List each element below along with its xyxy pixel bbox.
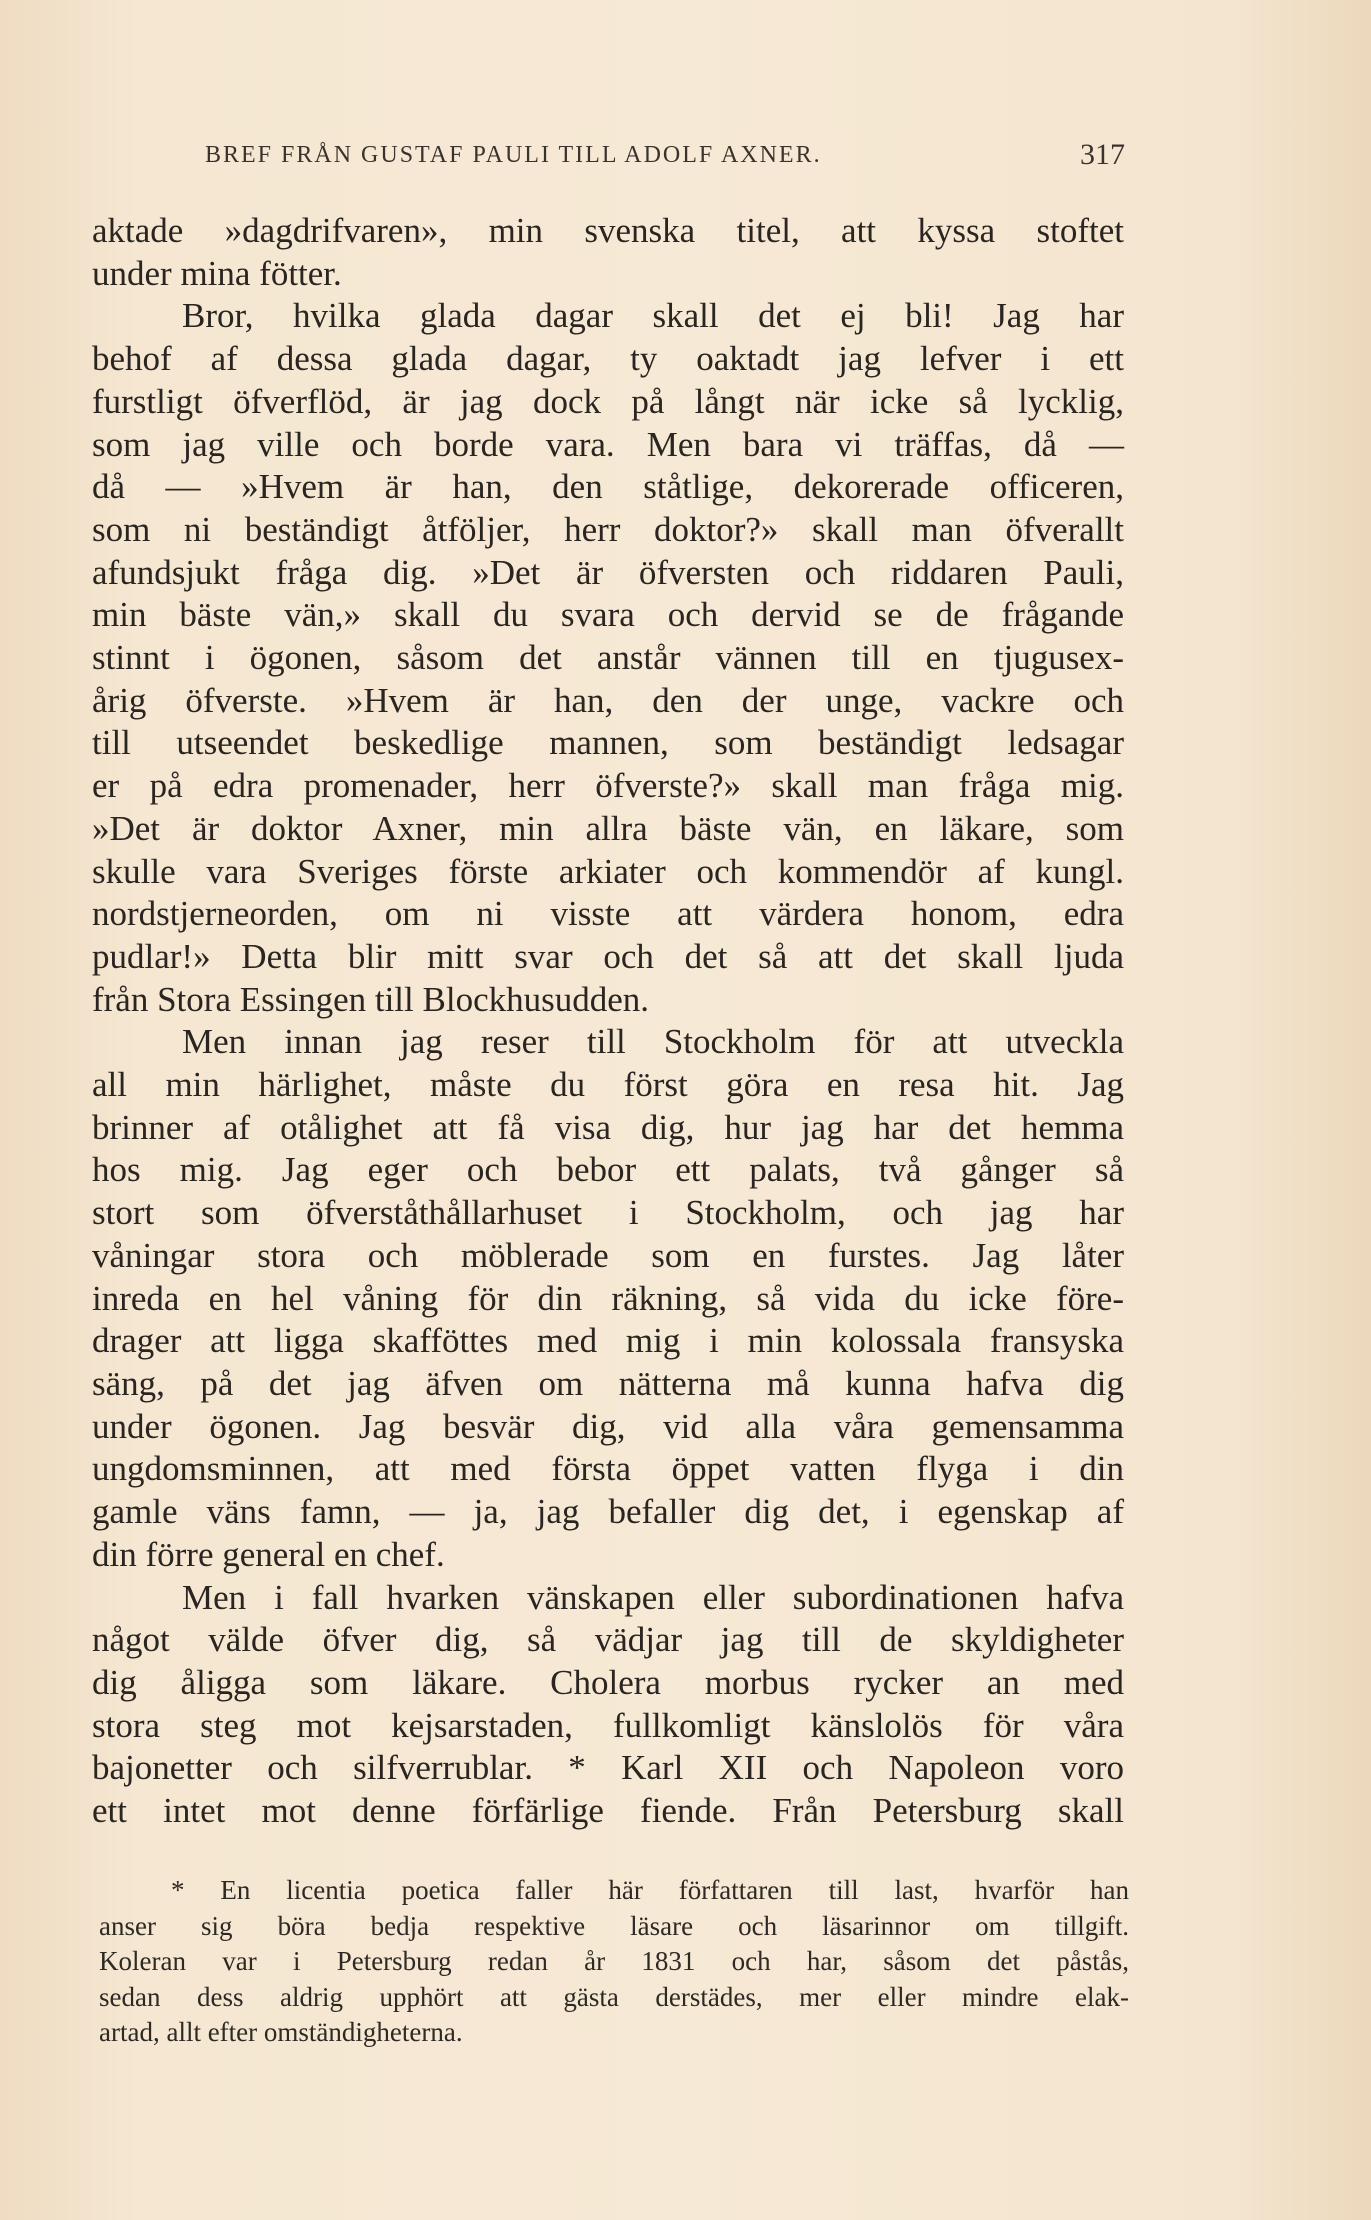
text-line: ett intet mot denne förfärlige fiende. Från Petersburg skall xyxy=(92,1791,1124,1831)
text-line: min bäste vän,» skall du svara och dervid se de frågande xyxy=(92,595,1124,635)
text-line: brinner af otålighet att få visa dig, hur jag har det hemma xyxy=(92,1107,1124,1147)
text-line: då — »Hvem är han, den ståtlige, dekorerade officeren, xyxy=(92,467,1124,507)
text-line: Men i fall hvarken vänskapen eller subordinationen hafva xyxy=(182,1577,1124,1617)
footnote xyxy=(99,1873,1129,2051)
text-line: behof af dessa glada dagar, ty oaktadt jag lefver i ett xyxy=(92,339,1124,379)
text-line: något välde öfver dig, så vädjar jag till de skyldigheter xyxy=(92,1620,1124,1660)
text-line: säng, på det jag äfven om nätterna må kunna hafva dig xyxy=(92,1363,1124,1403)
text-line: er på edra promenader, herr öfverste?» skall man fråga mig. xyxy=(92,766,1124,806)
text-line: inreda en hel våning för din räkning, så vida du icke före- xyxy=(92,1278,1124,1318)
footnote-line: * En licentia poetica faller här författaren till last, hvarför han xyxy=(171,1875,1129,1905)
text-line: drager att ligga skafföttes med mig i min kolossala fransyska xyxy=(92,1321,1124,1361)
running-head xyxy=(205,138,1125,171)
text-line: dig åligga som läkare. Cholera morbus rycker an med xyxy=(92,1662,1124,1702)
running-title: BREF FRÅN GUSTAF PAULI TILL ADOLF AXNER. xyxy=(205,142,822,168)
text-line: Bror, hvilka glada dagar skall det ej bli! Jag har xyxy=(182,296,1124,336)
text-line: från Stora Essingen till Blockhusudden. xyxy=(92,979,650,1019)
body-text xyxy=(92,210,1124,1833)
text-line: bajonetter och silfverrublar. * Karl XII och Napoleon voro xyxy=(92,1748,1124,1788)
text-line: skulle vara Sveriges förste arkiater och kommendör af kungl. xyxy=(92,851,1124,891)
footnote-line: artad, allt efter omständigheterna. xyxy=(99,2017,463,2047)
text-line: nordstjerneorden, om ni visste att värdera honom, edra xyxy=(92,894,1124,934)
text-line: årig öfverste. »Hvem är han, den der unge, vackre och xyxy=(92,680,1124,720)
text-line: under mina fötter. xyxy=(92,253,342,293)
text-line: »Det är doktor Axner, min allra bäste vän, en läkare, som xyxy=(92,808,1124,848)
footnote-line: Koleran var i Petersburg redan år 1831 och har, såsom det påstås, xyxy=(99,1946,1129,1976)
text-line: stinnt i ögonen, såsom det anstår vännen till en tjugusex- xyxy=(92,638,1124,678)
text-line: aktade »dagdrifvaren», min svenska titel, att kyssa stoftet xyxy=(92,211,1124,250)
page-number: 317 xyxy=(1080,138,1125,171)
text-line: till utseendet beskedlige mannen, som beständigt ledsagar xyxy=(92,723,1124,763)
text-line: hos mig. Jag eger och bebor ett palats, två gånger så xyxy=(92,1150,1124,1190)
text-line: furstligt öfverflöd, är jag dock på långt när icke så lycklig, xyxy=(92,381,1124,421)
text-line: stort som öfverståthållarhuset i Stockholm, och jag har xyxy=(92,1193,1124,1233)
text-line: all min härlighet, måste du först göra en resa hit. Jag xyxy=(92,1065,1124,1105)
text-line: våningar stora och möblerade som en furstes. Jag låter xyxy=(92,1235,1124,1275)
footnote-line: sedan dess aldrig upphört att gästa derstädes, mer eller mindre elak- xyxy=(99,1981,1129,2012)
text-line: Men innan jag reser till Stockholm för att utveckla xyxy=(182,1022,1124,1062)
footnote-line: anser sig böra bedja respektive läsare och läsarinnor om tillgift. xyxy=(99,1910,1129,1941)
text-line: ungdomsminnen, att med första öppet vatten flyga i din xyxy=(92,1449,1124,1489)
text-line: som ni beständigt åtföljer, herr doktor?» skall man öfverallt xyxy=(92,509,1124,549)
text-line: gamle väns famn, — ja, jag befaller dig det, i egenskap af xyxy=(92,1492,1124,1532)
text-line: stora steg mot kejsarstaden, fullkomligt känslolös för våra xyxy=(92,1705,1124,1745)
text-line: din förre general en chef. xyxy=(92,1534,445,1574)
text-line: under ögonen. Jag besvär dig, vid alla våra gemensamma xyxy=(92,1406,1124,1446)
text-line: afundsjukt fråga dig. »Det är öfversten och riddaren Pauli, xyxy=(92,552,1124,592)
text-line: som jag ville och borde vara. Men bara vi träffas, då — xyxy=(92,424,1124,464)
text-line: pudlar!» Detta blir mitt svar och det så att det skall ljuda xyxy=(92,936,1124,976)
